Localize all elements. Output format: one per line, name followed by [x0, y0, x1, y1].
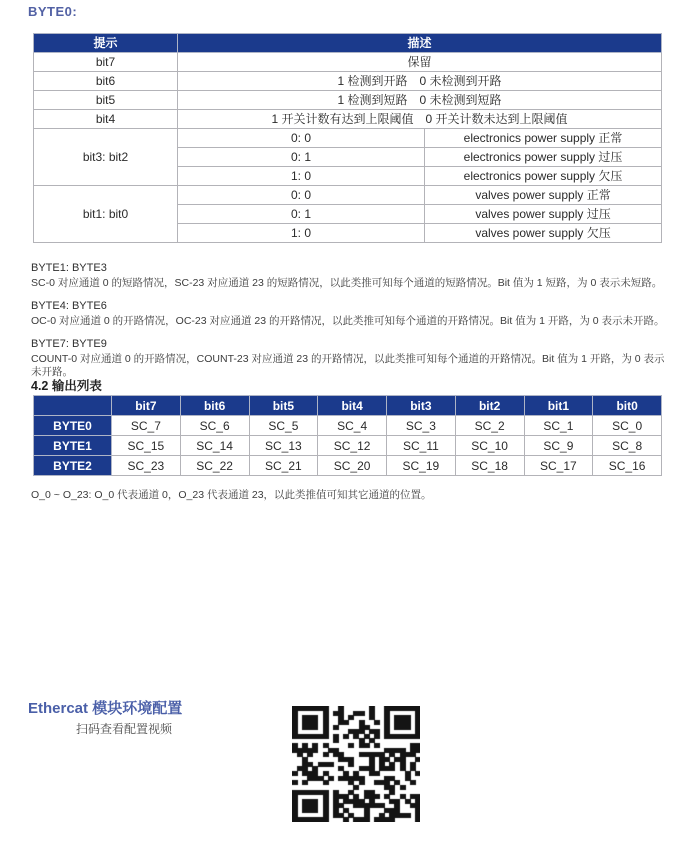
table-header-row [34, 396, 662, 416]
bit-group-label: bit1: bit0 [34, 186, 178, 243]
column-header-description: 描述 [178, 34, 662, 53]
note-title: BYTE1: BYTE3 [31, 262, 107, 274]
bit-description: 1 开关计数有达到上限阈值 0 开关计数未达到上限阈值 [178, 110, 662, 129]
bit-description: 保留 [178, 53, 662, 72]
column-header: bit2 [455, 396, 524, 416]
bit-value-description: valves power supply 欠压 [425, 224, 662, 243]
table-row [34, 436, 662, 456]
table-cell: SC_12 [318, 436, 387, 456]
table-cell: SC_16 [593, 456, 662, 476]
column-header: bit6 [180, 396, 249, 416]
bit-label: bit7 [34, 53, 178, 72]
column-header: bit5 [249, 396, 318, 416]
table-row [34, 416, 662, 436]
table-cell: SC_15 [112, 436, 181, 456]
bit-label: bit6 [34, 72, 178, 91]
table-cell: SC_8 [593, 436, 662, 456]
column-header-hint: 提示 [34, 34, 178, 53]
row-header: BYTE0 [34, 416, 112, 436]
table-cell: SC_14 [180, 436, 249, 456]
table-cell: SC_21 [249, 456, 318, 476]
bit-value: 1: 0 [178, 167, 425, 186]
bit-value: 0: 0 [178, 129, 425, 148]
table-cell: SC_10 [455, 436, 524, 456]
bit-description: 1 检测到开路 0 未检测到开路 [178, 72, 662, 91]
byte0-bit-table [33, 33, 662, 243]
table-row [34, 72, 662, 91]
table-cell: SC_11 [387, 436, 456, 456]
ethercat-config-title: Ethercat 模块环境配置 [28, 700, 183, 717]
output-list-table [33, 395, 662, 476]
bit-value-description: electronics power supply 过压 [425, 148, 662, 167]
bit-value: 1: 0 [178, 224, 425, 243]
qr-code-icon [292, 706, 420, 822]
table-cell: SC_5 [249, 416, 318, 436]
column-header: bit0 [593, 396, 662, 416]
section-title-output-list: 4.2 输出列表 [31, 379, 102, 393]
scan-qr-hint: 扫码查看配置视频 [76, 722, 173, 736]
column-header: bit7 [112, 396, 181, 416]
table-cell: SC_19 [387, 456, 456, 476]
table-cell: SC_17 [524, 456, 593, 476]
bit-description: 1 检测到短路 0 未检测到短路 [178, 91, 662, 110]
bit-value: 0: 1 [178, 205, 425, 224]
note-body: SC-0 对应通道 0 的短路情况，SC-23 对应通道 23 的短路情况，以此类推可知每个通道的短路情况。Bit 值为 1 短路，为 0 表示未短路。 [31, 277, 663, 289]
bit-value: 0: 0 [178, 186, 425, 205]
table-cell: SC_3 [387, 416, 456, 436]
table-cell: SC_7 [112, 416, 181, 436]
bit-value-description: valves power supply 过压 [425, 205, 662, 224]
corner-cell [34, 396, 112, 416]
table-cell: SC_20 [318, 456, 387, 476]
column-header: bit4 [318, 396, 387, 416]
table-row [34, 186, 662, 205]
table-row [34, 53, 662, 72]
bit-group-label: bit3: bit2 [34, 129, 178, 186]
bit-value: 0: 1 [178, 148, 425, 167]
note-title: BYTE4: BYTE6 [31, 300, 107, 312]
row-header: BYTE2 [34, 456, 112, 476]
note-title: BYTE7: BYTE9 [31, 338, 107, 350]
table-row [34, 129, 662, 148]
table-row [34, 110, 662, 129]
bit-label: bit5 [34, 91, 178, 110]
table-cell: SC_22 [180, 456, 249, 476]
column-header: bit3 [387, 396, 456, 416]
table-cell: SC_0 [593, 416, 662, 436]
table-cell: SC_2 [455, 416, 524, 436]
note-body: OC-0 对应通道 0 的开路情况，OC-23 对应通道 23 的开路情况，以此类推可知每个通道的开路情况。Bit 值为 1 开路，为 0 表示未开路。 [31, 315, 665, 327]
output-list-footnote: O_0 ~ O_23: O_0 代表通道 0，O_23 代表通道 23，以此类推值可知其它通道的位置。 [31, 489, 432, 501]
table-cell: SC_18 [455, 456, 524, 476]
table-cell: SC_1 [524, 416, 593, 436]
table-row [34, 456, 662, 476]
row-header: BYTE1 [34, 436, 112, 456]
table-cell: SC_9 [524, 436, 593, 456]
bit-label: bit4 [34, 110, 178, 129]
bit-value-description: electronics power supply 正常 [425, 129, 662, 148]
table-cell: SC_6 [180, 416, 249, 436]
note-byte1-byte3 [31, 262, 671, 290]
table-cell: SC_4 [318, 416, 387, 436]
note-byte7-byte9 [31, 338, 671, 379]
bit-value-description: valves power supply 正常 [425, 186, 662, 205]
page-title: BYTE0: [28, 4, 78, 19]
column-header: bit1 [524, 396, 593, 416]
bit-value-description: electronics power supply 欠压 [425, 167, 662, 186]
table-row [34, 91, 662, 110]
note-body: COUNT-0 对应通道 0 的开路情况，COUNT-23 对应通道 23 的开路情况，以此类推可知每个通道的开路情况。Bit 值为 1 开路，为 0 表示未开路。 [31, 353, 665, 378]
table-header-row [34, 34, 662, 53]
table-cell: SC_23 [112, 456, 181, 476]
table-cell: SC_13 [249, 436, 318, 456]
note-byte4-byte6 [31, 300, 671, 328]
